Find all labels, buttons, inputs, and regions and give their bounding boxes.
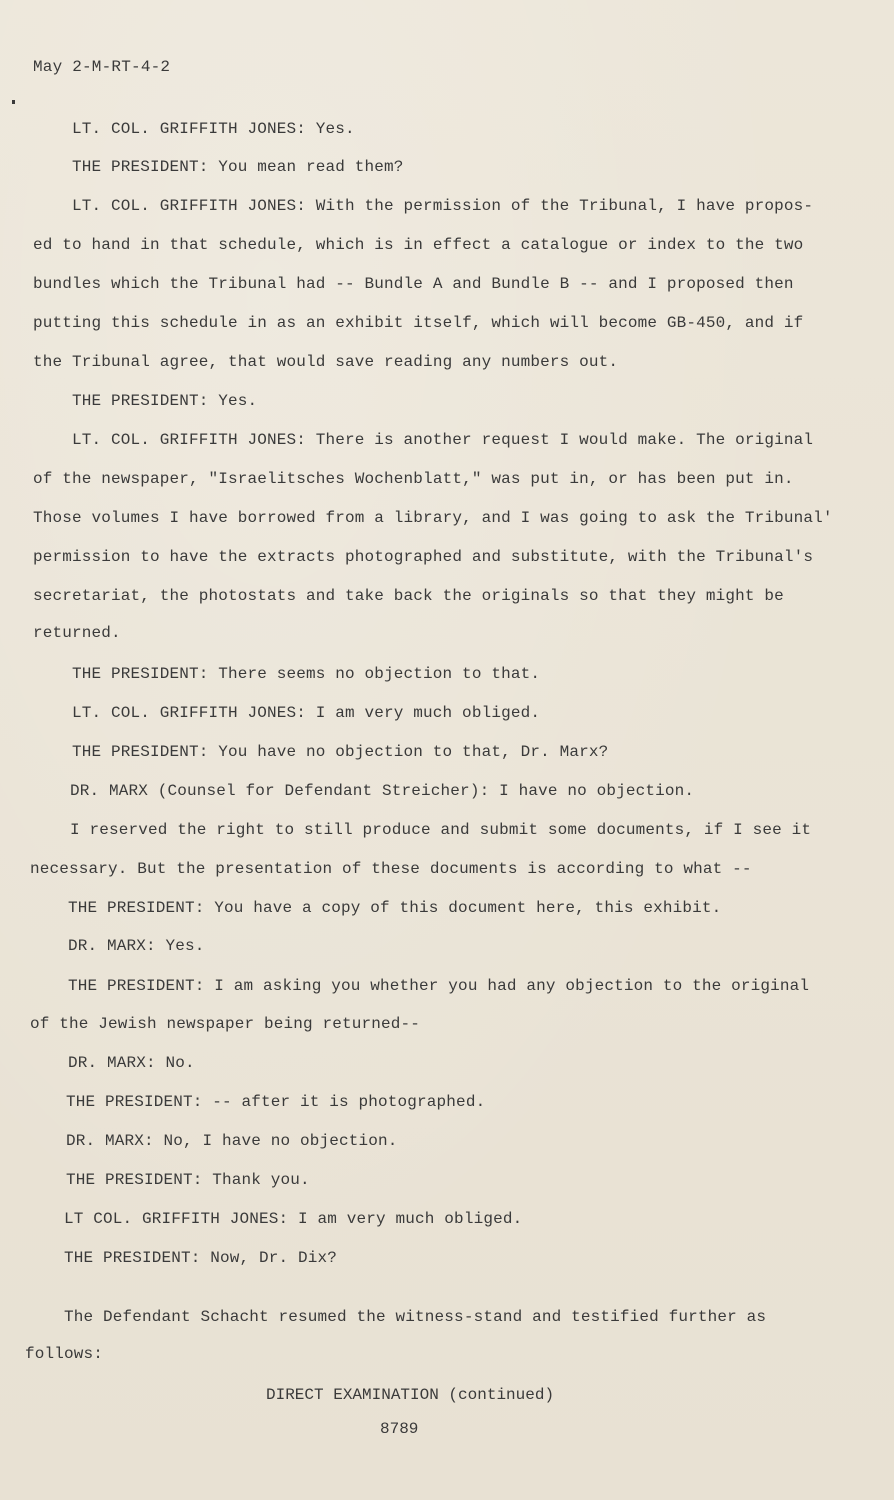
- transcript-line: LT. COL. GRIFFITH JONES: There is another request I would make. The original: [72, 431, 814, 449]
- margin-mark: [12, 100, 15, 104]
- transcript-line: THE PRESIDENT: You mean read them?: [72, 158, 404, 176]
- transcript-line: THE PRESIDENT: There seems no objection to that.: [72, 665, 541, 683]
- document-code: May 2-M-RT-4-2: [33, 58, 171, 76]
- transcript-line: necessary. But the presentation of these documents is according to what --: [30, 860, 752, 878]
- transcript-line: THE PRESIDENT: -- after it is photographed.: [66, 1093, 486, 1111]
- transcript-line: LT. COL. GRIFFITH JONES: Yes.: [72, 120, 355, 138]
- page-number: 8789: [380, 1420, 419, 1438]
- transcript-line: THE PRESIDENT: Yes.: [72, 392, 258, 410]
- transcript-line: The Defendant Schacht resumed the witness-stand and testified further as: [64, 1308, 767, 1326]
- transcript-line: LT COL. GRIFFITH JONES: I am very much obliged.: [64, 1210, 523, 1228]
- transcript-line: DR. MARX: No, I have no objection.: [66, 1132, 398, 1150]
- transcript-line: returned.: [33, 624, 121, 642]
- transcript-line: secretariat, the photostats and take back the originals so that they might be: [33, 587, 784, 605]
- transcript-line: Those volumes I have borrowed from a library, and I was going to ask the Tribunal': [33, 509, 833, 527]
- transcript-line: of the newspaper, "Israelitsches Wochenblatt," was put in, or has been put in.: [33, 470, 794, 488]
- transcript-line: THE PRESIDENT: Now, Dr. Dix?: [64, 1249, 338, 1267]
- transcript-line: DR. MARX: Yes.: [68, 937, 205, 955]
- transcript-line: THE PRESIDENT: Thank you.: [66, 1171, 310, 1189]
- transcript-line: I reserved the right to still produce and submit some documents, if I see it: [70, 821, 812, 839]
- transcript-line: DR. MARX (Counsel for Defendant Streicher): I have no objection.: [70, 782, 695, 800]
- transcript-line: LT. COL. GRIFFITH JONES: With the permission of the Tribunal, I have propos-: [72, 197, 814, 215]
- transcript-line: THE PRESIDENT: You have a copy of this document here, this exhibit.: [68, 899, 722, 917]
- transcript-line: LT. COL. GRIFFITH JONES: I am very much obliged.: [72, 704, 541, 722]
- transcript-line: the Tribunal agree, that would save reading any numbers out.: [33, 353, 619, 371]
- transcript-line: follows:: [25, 1345, 104, 1363]
- transcript-line: THE PRESIDENT: You have no objection to that, Dr. Marx?: [72, 743, 609, 761]
- transcript-line: permission to have the extracts photographed and substitute, with the Tribunal's: [33, 548, 814, 566]
- transcript-line: THE PRESIDENT: I am asking you whether you had any objection to the original: [68, 977, 810, 995]
- transcript-line: bundles which the Tribunal had -- Bundle A and Bundle B -- and I proposed then: [33, 275, 794, 293]
- section-heading: DIRECT EXAMINATION (continued): [266, 1386, 555, 1404]
- transcript-line: ed to hand in that schedule, which is in effect a catalogue or index to the two: [33, 236, 804, 254]
- transcript-line: DR. MARX: No.: [68, 1054, 195, 1072]
- transcript-line: of the Jewish newspaper being returned--: [30, 1015, 421, 1033]
- transcript-line: putting this schedule in as an exhibit itself, which will become GB-450, and if: [33, 314, 804, 332]
